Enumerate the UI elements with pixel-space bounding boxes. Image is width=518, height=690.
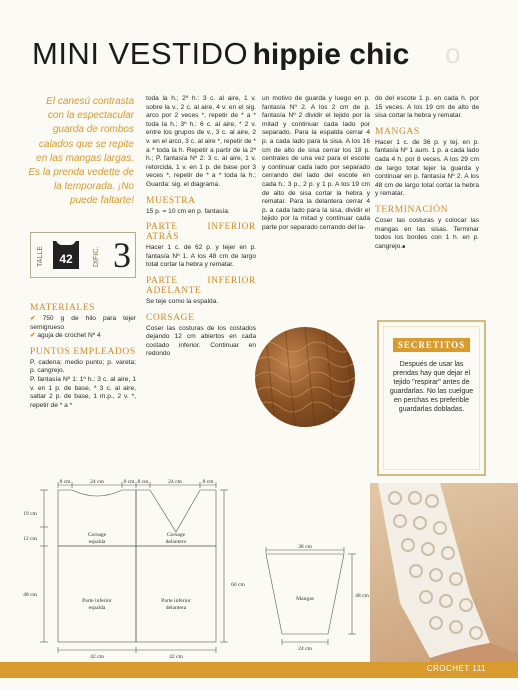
dim-48cm: 48 cm bbox=[23, 592, 37, 598]
intro-text: El canesú contrasta con la espectacular guarda de rombos calados que se repite en las mangas largas. Es la prenda vedette de la temporada. ¡No puede faltarte! bbox=[28, 96, 134, 207]
corsage-heading: CORSAGE bbox=[146, 312, 195, 323]
lace-sleeve-illustration bbox=[370, 483, 518, 663]
dim-top-2: 24 cm bbox=[90, 479, 104, 485]
label-parte-delantera-2: delantera bbox=[165, 605, 187, 611]
atras-heading: PARTE INFERIOR ATRÁS bbox=[146, 222, 256, 243]
col3-text: do del escote 1 p. en cada h. por 15 veces. A los 19 cm de alto de sisa cortar la hebra y rematar. bbox=[375, 95, 479, 120]
texture-pattern bbox=[255, 327, 355, 427]
texture-photo bbox=[255, 327, 355, 427]
adelante-heading: PARTE INFERIOR ADELANTE bbox=[146, 275, 256, 296]
left-column bbox=[30, 303, 136, 410]
adelante-text: Se teje como la espalda. bbox=[146, 297, 219, 305]
terminacion-text: Coser las costuras y colocar las mangas en las sisas. Terminar todos los bordes con 1 h. en p. cangrejo.■ bbox=[375, 216, 479, 250]
label-mangas: Mangas bbox=[296, 596, 314, 602]
puntos-heading: PUNTOS EMPLEADOS bbox=[30, 346, 136, 357]
label-parte-espalda-1: Parte inferior bbox=[82, 598, 112, 604]
footer-label: CROCHET 111 bbox=[426, 664, 486, 673]
size-difficulty-badge bbox=[30, 232, 136, 278]
mangas-text: Hacer 1 c. de 36 p. y tej. en p. fantasía Nº 1 aum. 1 p. a cada lado cada 4 h. por 8 veces. A los 29 cm de largo total tejer la guarda y continuar en p. fantasía Nº 2. A los 48 cm de largo total cortar la hebra y rematar. bbox=[375, 138, 479, 198]
talle-label: TALLE bbox=[37, 246, 44, 267]
atras-text: Hacer 1 c. de 62 p. y tejer en p. fantasía Nº 1. A los 48 cm de largo total cortar la hebra y rematar. bbox=[146, 244, 256, 269]
col1-text: toda la h.; 2º h.: 3 c. al aire, 1 v. sobre la v., 2 c. al aire, 4 v. en el sig. arco por 2 veces *, repetir de * a * toda la h.; 3º h.: 6 c. al aire, * 2 v. entre los grupos de v., 3 c. al aire, 2 v. en el arco, 3 c. al aire *, repetir de * a * toda la h. Repetir a partir de la 2º h.; P. fantasía Nº 2: 3 c. al aire, 1 v. retorcida, 1 v. en 1 p. de base por 3 veces *, repetir de * a * toda la h.; Guarda: sig. el diagrama. bbox=[146, 95, 256, 188]
column-2 bbox=[262, 95, 370, 233]
dim-19cm: 19 cm bbox=[23, 511, 37, 517]
label-corsage-espalda-1: Corsage bbox=[87, 532, 107, 538]
dim-60cm: 60 cm bbox=[231, 582, 245, 588]
dific-value: 3 bbox=[113, 235, 131, 275]
page-title bbox=[32, 36, 409, 72]
muestra-text: 15 p. = 10 cm en p. fantasía. bbox=[146, 207, 230, 215]
title-ghost-decoration: o bbox=[445, 38, 461, 69]
footer-margin bbox=[0, 678, 518, 690]
title-part-1: MINI VESTIDO bbox=[32, 36, 249, 71]
terminacion-heading: TERMINACIÓN bbox=[375, 204, 449, 215]
materiales-heading: MATERIALES bbox=[30, 303, 96, 313]
secretitos-text: Después de usar las prendas hay que dejar el tejido "respirar" antes de guardarlas. No las cuelgue en perchas es preferible guardarlas dobladas. bbox=[389, 361, 474, 413]
dim-12cm: 12 cm bbox=[23, 536, 37, 542]
check-icon: ✔ bbox=[30, 332, 36, 340]
dific-label: DIFIC. bbox=[93, 246, 100, 267]
dim-bottom-2: 42 cm bbox=[169, 654, 183, 660]
material-item: ✔ 750 g de hilo para tejer semigrueso bbox=[30, 315, 136, 331]
label-corsage-espalda-2: espalda bbox=[88, 539, 106, 545]
secretitos-title: SECRETITOS bbox=[393, 338, 470, 352]
talle-value: 42 bbox=[59, 252, 73, 266]
dim-manga-height: 48 cm bbox=[355, 593, 369, 599]
pattern-diagram bbox=[8, 472, 370, 660]
footer-bar bbox=[0, 662, 518, 678]
corsage-text: Coser las costuras de los costados dejando 12 cm abiertos en cada costado inferior. Continuar en redondo bbox=[146, 324, 256, 358]
secretitos-box bbox=[377, 320, 486, 476]
check-icon: ✔ bbox=[30, 315, 36, 322]
muestra-heading: MUESTRA bbox=[146, 195, 196, 206]
label-parte-delantera-1: Parte inferior bbox=[161, 598, 191, 604]
label-corsage-delantero-2: delantero bbox=[165, 539, 187, 545]
dim-top-4: 8 cm bbox=[137, 479, 149, 485]
mangas-heading: MANGAS bbox=[375, 126, 420, 137]
dim-bottom-1: 42 cm bbox=[90, 654, 104, 660]
sleeve-photo bbox=[370, 483, 518, 663]
dim-manga-top: 38 cm bbox=[298, 544, 312, 550]
fantasia-text: P. fantasía Nº 1: 1º h.: 3 c. al aire, 1 v. en 1 p. de base, * 3 c. al aire, saltar 2 p. de base, 1 m.p., 2 v. *, repetir de * a * bbox=[30, 375, 136, 409]
puntos-text: P. cadena; medio punto; p. vareta; p. cangrejo. bbox=[30, 358, 136, 375]
label-corsage-delantero-1: Corsage bbox=[166, 532, 186, 538]
material-item: ✔ aguja de crochet Nº 4 bbox=[30, 332, 101, 340]
label-parte-espalda-2: espalda bbox=[88, 605, 106, 611]
title-part-2: hippie chic bbox=[252, 38, 410, 71]
dim-top-6: 8 cm bbox=[202, 479, 214, 485]
dim-top-3: 8 cm bbox=[123, 479, 135, 485]
dim-top-5: 24 cm bbox=[168, 479, 182, 485]
dim-top-1: 8 cm bbox=[59, 479, 71, 485]
shirt-icon bbox=[53, 241, 79, 269]
col2-text: un motivo de guarda y luego en p. fantasía Nº 2. A los 2 cm de p. fantasía Nº 2 dividir el tejido por la mitad y continuar cada lado por separado. Para la espalda cerrar 4 p. a cada lado para la sisa. A los 16 cm de alto de sisa cerrar los 18 p. centrales de una vez para el escote y continuar cada lado por separado cerrando del lado del escote en cada h.: 3 p., 2 p. y 1 p. A los 19 cm de alto de sisa cortar la hebra y rematar. Para la delantera cerrar 4 p. a cada lado para la sisa, dividir el tejido por la mitad y continuar cada parte por separado cerrando del la- bbox=[262, 95, 370, 231]
column-3 bbox=[375, 95, 479, 251]
dim-manga-bottom: 24 cm bbox=[298, 646, 312, 652]
